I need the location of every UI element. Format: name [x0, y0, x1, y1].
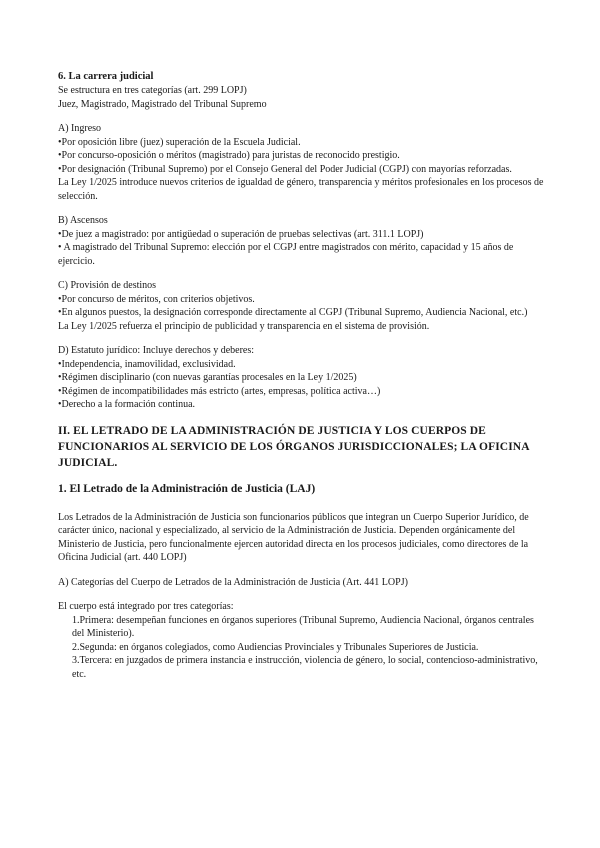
paragraph-note: La Ley 1/2025 refuerza el principio de publicidad y transparencia en el sistema de provisión.	[58, 320, 430, 332]
section-title-carrera-judicial: 6. La carrera judicial	[58, 71, 154, 82]
document-page	[58, 70, 548, 681]
section-intro-categories: Juez, Magistrado, Magistrado del Tribunal Supremo	[58, 98, 267, 110]
list-item: •Por designación (Tribunal Supremo) por el Consejo General del Poder Judicial (CGPJ) con mayorías reforzadas.	[58, 163, 512, 175]
list-item: •Régimen disciplinario (con nuevas garantías procesales en la Ley 1/2025)	[58, 372, 357, 383]
categorias-intro: El cuerpo está integrado por tres categorías:	[58, 601, 234, 612]
subheading-estatuto: D) Estatuto jurídico: Incluye derechos y deberes:	[58, 345, 255, 356]
list-item: •Régimen de incompatibilidades más estricto (artes, empresas, política activa…)	[58, 385, 381, 397]
list-item: •Por concurso de méritos, con criterios objetivos.	[58, 293, 255, 305]
chapter-title: II. EL LETRADO DE LA ADMINISTRACIÓN DE JUSTICIA Y LOS CUERPOS DE FUNCIONARIOS AL SERVICIO DE LOS ÓRGANOS JURISDICCIONALES; LA OFICINA JUDICIAL.	[58, 424, 529, 469]
numbered-item: 1.Primera: desempeñan funciones en órganos superiores (Tribunal Supremo, Audiencia Nacional, órganos centrales del Ministerio).	[72, 614, 534, 639]
list-item: •En algunos puestos, la designación corresponde directamente al CGPJ (Tribunal Supremo, Audiencia Nacional, etc.)	[58, 307, 528, 318]
subheading-provision: C) Provisión de destinos	[58, 280, 157, 291]
paragraph-note: La Ley 1/2025 introduce nuevos criterios de igualdad de género, transparencia y méritos profesionales en los procesos de selección.	[58, 177, 544, 202]
section-intro: Se estructura en tres categorías (art. 299 LOPJ)	[58, 85, 247, 96]
list-item: •Derecho a la formación continua.	[58, 399, 196, 410]
list-item: •Por oposición libre (juez) superación de la Escuela Judicial.	[58, 136, 301, 148]
subheading-ascensos: B) Ascensos	[58, 215, 108, 226]
numbered-item: 3.Tercera: en juzgados de primera instancia e instrucción, violencia de género, lo social, contencioso-administrativo, etc.	[72, 655, 538, 680]
numbered-item: 2.Segunda: en órganos colegiados, como Audiencias Provinciales y Tribunales Superiores de Justicia.	[72, 641, 479, 653]
list-item: •Independencia, inamovilidad, exclusividad.	[58, 358, 236, 370]
section-title-laj: 1. El Letrado de la Administración de Justicia (LAJ)	[58, 482, 316, 495]
subheading-ingreso: A) Ingreso	[58, 123, 102, 134]
list-item: •De juez a magistrado: por antigüedad o superación de pruebas selectivas (art. 311.1 LOPJ)	[58, 228, 424, 240]
list-item: • A magistrado del Tribunal Supremo: elección por el CGPJ entre magistrados con mérito, capacidad y 15 años de ejercicio.	[58, 242, 514, 267]
subheading-categorias: A) Categorías del Cuerpo de Letrados de la Administración de Justicia (Art. 441 LOPJ)	[58, 576, 408, 588]
list-item: •Por concurso-oposición o méritos (magistrado) para juristas de reconocido prestigio.	[58, 150, 400, 161]
paragraph-laj: Los Letrados de la Administración de Justicia son funcionarios públicos que integran un Cuerpo Superior Jurídico, de carácter único, nacional y especializado, al servicio de la Administración de Justicia. Dependen orgánicamente del Ministerio de Justicia, pero funcionalmente ejercen autoridad directa en los procesos judiciales, como directores de la Oficina Judicial (art. 440 LOPJ)	[58, 511, 529, 563]
